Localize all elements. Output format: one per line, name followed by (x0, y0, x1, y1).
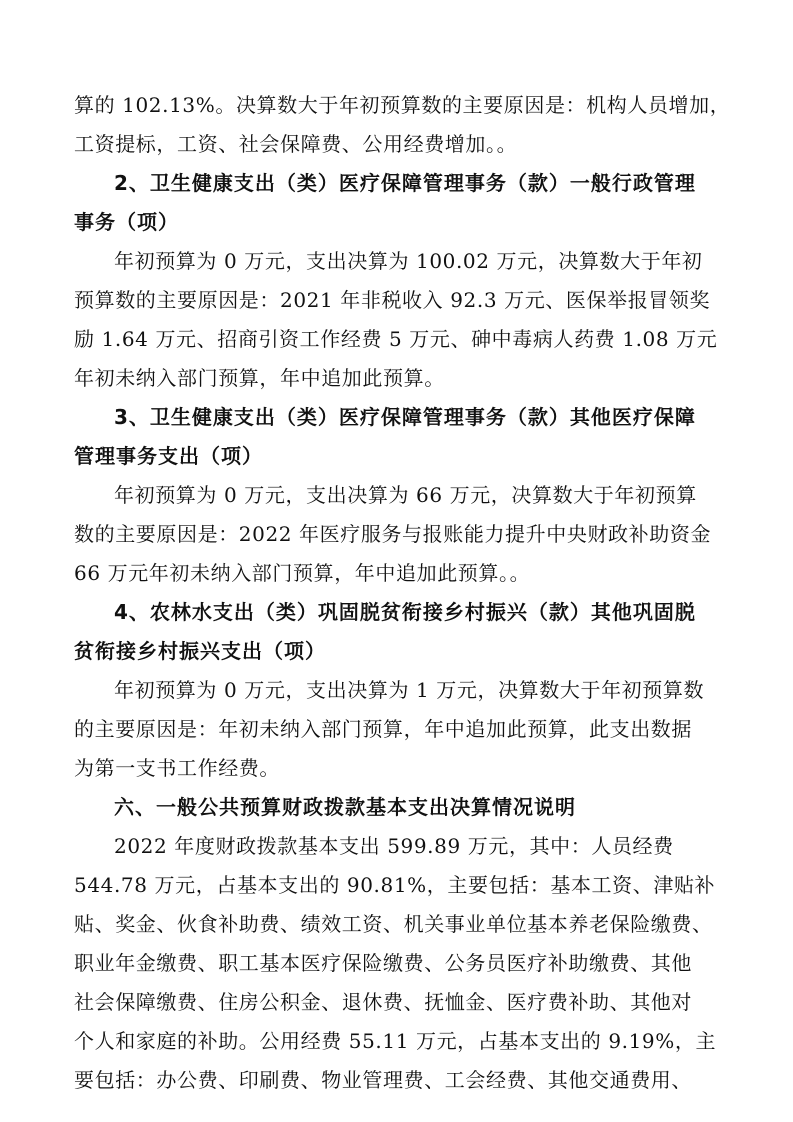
body-text-line: 年初预算为 0 万元，支出决算为 1 万元，决算数大于年初预算数 (114, 678, 705, 702)
body-text-line: 为第一支书工作经费。 (74, 756, 280, 780)
section-heading-line: 3、卫生健康支出（类）医疗保障管理事务（款）其他医疗保障 (114, 405, 696, 429)
body-text-line: 年初未纳入部门预算，年中追加此预算。 (74, 366, 445, 390)
section-heading-line: 4、农林水支出（类）巩固脱贫衔接乡村振兴（款）其他巩固脱 (114, 600, 696, 624)
body-text-line: 工资提标，工资、社会保障费、公用经费增加。。 (74, 132, 518, 156)
section-heading-line: 六、一般公共预算财政拨款基本支出决算情况说明 (114, 795, 576, 819)
body-text-line: 的主要原因是：年初未纳入部门预算，年中追加此预算，此支出数据 (74, 717, 692, 741)
body-text-line: 职业年金缴费、职工基本医疗保险缴费、公务员医疗补助缴费、其他 (74, 951, 692, 975)
body-text-line: 算的 102.13%。决算数大于年初预算数的主要原因是：机构人员增加， (74, 93, 731, 117)
body-text-line: 个人和家庭的补助。公用经费 55.11 万元，占基本支出的 9.19%，主 (74, 1029, 717, 1053)
body-text-line: 要包括：办公费、印刷费、物业管理费、工会经费、其他交通费用、 (74, 1068, 692, 1092)
body-text-line: 年初预算为 0 万元，支出决算为 66 万元，决算数大于年初预算 (114, 483, 697, 507)
body-text-line: 年初预算为 0 万元，支出决算为 100.02 万元，决算数大于年初 (114, 249, 703, 273)
section-heading-line: 管理事务支出（项） (74, 444, 263, 468)
body-text-line: 2022 年度财政拨款基本支出 599.89 万元，其中：人员经费 (114, 834, 674, 858)
body-text-line: 数的主要原因是：2022 年医疗服务与报账能力提升中央财政补助资金 (74, 522, 712, 546)
body-text-line: 贴、奖金、伙食补助费、绩效工资、机关事业单位基本养老保险缴费、 (74, 912, 713, 936)
body-text-line: 励 1.64 万元、招商引资工作经费 5 万元、砷中毒病人药费 1.08 万元 (74, 327, 718, 351)
body-text-line: 预算数的主要原因是：2021 年非税收入 92.3 万元、医保举报冒领奖 (74, 288, 711, 312)
body-text-line: 66 万元年初未纳入部门预算，年中追加此预算。。 (74, 561, 531, 585)
section-heading-line: 2、卫生健康支出（类）医疗保障管理事务（款）一般行政管理 (114, 171, 696, 195)
body-text-line: 社会保障缴费、住房公积金、退休费、抚恤金、医疗费补助、其他对 (74, 990, 692, 1014)
section-heading-line: 事务（项） (74, 210, 179, 234)
body-text-line: 544.78 万元，占基本支出的 90.81%，主要包括：基本工资、津贴补 (74, 873, 716, 897)
section-heading-line: 贫衔接乡村振兴支出（项） (74, 639, 326, 663)
